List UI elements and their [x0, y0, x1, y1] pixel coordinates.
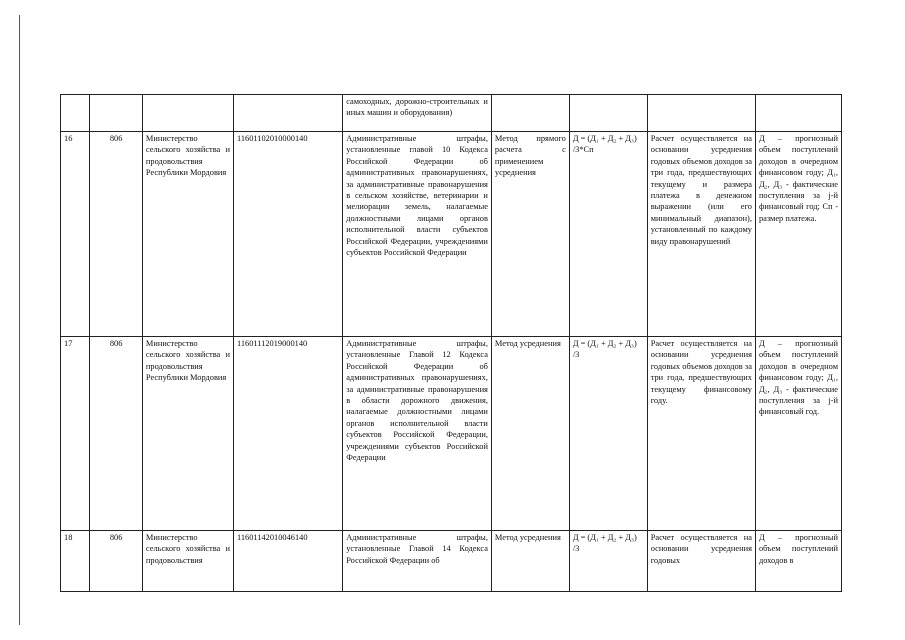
cell-payment-name: самоходных, дорожно-строительных и иных машин и оборудования): [343, 95, 492, 132]
cell-formula: Д = (Д₁ + Д₂ + Д₃) /3*Сп: [569, 132, 647, 337]
table-row: [61, 531, 842, 592]
cell-kbk: 11601102010000140: [233, 132, 342, 337]
cell-formula: Д = (Д₁ + Д₂ + Д₃) /3: [569, 337, 647, 531]
cell-payment-name: Административные штрафы, установленные Главой 14 Кодекса Российской Федерации об: [343, 531, 492, 592]
cell-admin-code: 806: [90, 337, 143, 531]
cell-method: Метод прямого расчета с применением усреднения: [491, 132, 569, 337]
cell-method: Метод усреднения: [491, 531, 569, 592]
cell-kbk: [233, 95, 342, 132]
table-row: [61, 132, 842, 337]
cell-number: 18: [61, 531, 90, 592]
cell-kbk: 11601142010046140: [233, 531, 342, 592]
cell-admin-code: 806: [90, 531, 143, 592]
cell-admin-code: [90, 95, 143, 132]
cell-method: Метод усреднения: [491, 337, 569, 531]
cell-algorithm: [647, 95, 755, 132]
cell-legend: [755, 95, 841, 132]
table-row: [61, 95, 842, 132]
cell-administrator: Министерство сельского хозяйства и продовольствия: [142, 531, 233, 592]
cell-legend: Д – прогнозный объем поступлений доходов в: [755, 531, 841, 592]
cell-algorithm: Расчет осуществляется на основании усреднения годовых объемов доходов за три года, предшествующих текущему финансовому году.: [647, 337, 755, 531]
left-margin-line: [19, 15, 20, 625]
cell-formula: Д = (Д₁ + Д₂ + Д₃) /3: [569, 531, 647, 592]
cell-payment-name: Административные штрафы, установленные главой 10 Кодекса Российской Федерации об административных правонарушениях, за административные правонарушения в сельском хозяйстве, ветеринарии и мелиорации земель, налагаемые должностными лицами органов исполнительной власти субъектов Российской Федерации, учреждениями субъектов Российской Федерации: [343, 132, 492, 337]
forecast-methods-table: [60, 94, 842, 592]
cell-algorithm: Расчет осуществляется на основании усреднения годовых объемов доходов за три года, предшествующих текущему и размера платежа в денежном выражении (или его минимальный диапазон), установленный по каждому виду правонарушений: [647, 132, 755, 337]
cell-algorithm: Расчет осуществляется на основании усреднения годовых: [647, 531, 755, 592]
cell-legend: Д – прогнозный объем поступлений доходов в очередном финансовом году; Д₁, Д₂, Д₃ - фактические поступления за j-й финансовый год.: [755, 337, 841, 531]
cell-number: 16: [61, 132, 90, 337]
cell-administrator: Министерство сельского хозяйства и продовольствия Республики Мордовия: [142, 132, 233, 337]
cell-legend: Д – прогнозный объем поступлений доходов в очередном финансовом году; Д₁, Д₂, Д₃ - фактические поступления за j-й финансовый год; Сп - размер платежа.: [755, 132, 841, 337]
cell-number: 17: [61, 337, 90, 531]
cell-administrator: [142, 95, 233, 132]
cell-formula: [569, 95, 647, 132]
cell-method: [491, 95, 569, 132]
cell-admin-code: 806: [90, 132, 143, 337]
cell-kbk: 11601112019000140: [233, 337, 342, 531]
cell-administrator: Министерство сельского хозяйства и продовольствия Республики Мордовия: [142, 337, 233, 531]
cell-payment-name: Административные штрафы, установленные Главой 12 Кодекса Российской Федерации об административных правонарушениях, за административные правонарушения в области дорожного движения, налагаемые должностными лицами органов исполнительной власти субъектов Российской Федерации, учреждениями субъектов Российской Федерации: [343, 337, 492, 531]
table-row: [61, 337, 842, 531]
cell-number: [61, 95, 90, 132]
